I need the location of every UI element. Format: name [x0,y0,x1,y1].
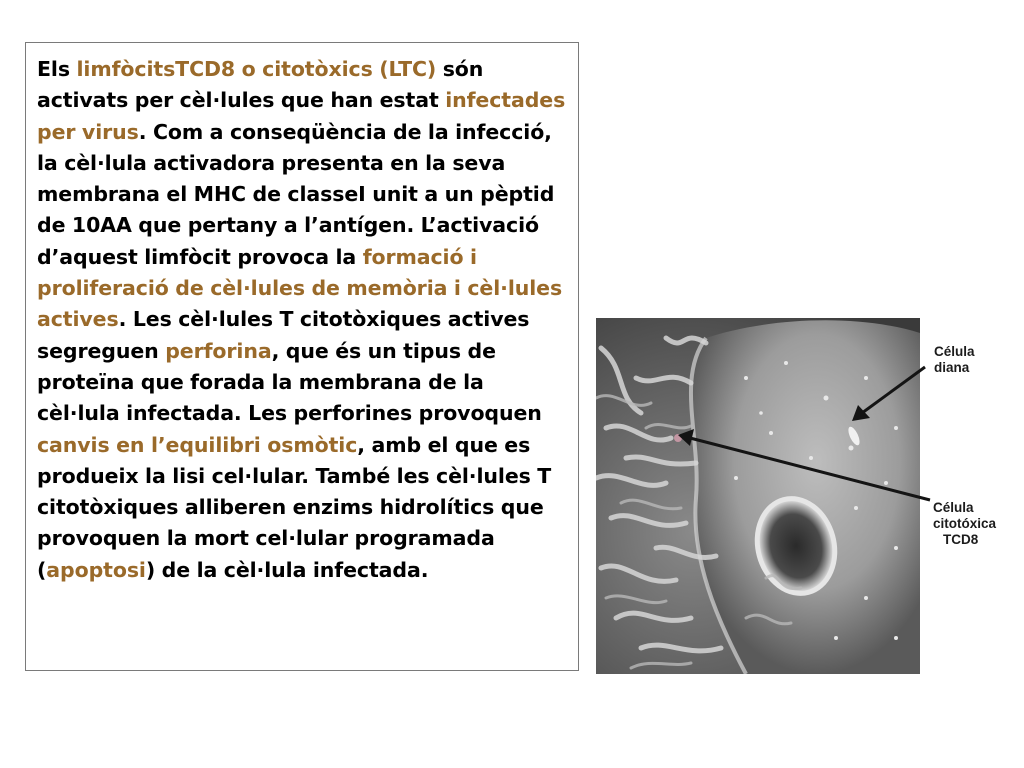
text-segment: ) de la cèl·lula infectada. [145,557,429,582]
main-paragraph [37,54,568,586]
label-target-cell [934,344,975,376]
label-killer-line2: citotóxica [933,516,997,531]
highlight-ltc: limfòcitsTCD8 o citotòxics (LTC) [76,57,437,81]
label-target-line1: Célula [934,344,975,359]
label-killer-line3: TCD8 [943,532,979,547]
text-segment: són activats per cèl·lules que han estat [37,57,484,113]
micrograph-drawing [596,318,920,674]
text-segment: . Com a conseqüència de la infecció, la cèl·lula activadora presenta en la seva membrana el MHC de classeI unit a un pèptid de 10AA que pertany a l’antígen. L’activació d’aquest limfòcit provoca la [37,119,555,269]
label-killer-line1: Célula [933,500,974,515]
label-target-line2: diana [934,360,970,375]
text-segment: , amb el que es produeix la lisi cel·lular. També les cèl·lules T citotòxiques alliberen enzims hidrolítics que provoquen la mort cel·lular programada ( [37,432,552,582]
highlight-osmotic: canvis en l’equilibri osmòtic [37,432,358,457]
highlight-memory-cells: formació i proliferació de cèl·lules de memòria i cèl·lules actives [37,244,563,332]
text-segment: . Les cèl·lules T citotòxiques actives segreguen [37,307,530,363]
highlight-infected: infectades per virus [37,88,566,144]
label-cytotoxic-cell [933,500,996,548]
highlight-apoptosis: apoptosi [46,557,146,582]
text-segment: , que és un tipus de proteïna que forada la membrana de la cèl·lula infectada. Les perforines provoquen [37,338,542,426]
micrograph-image [596,318,920,674]
text-box [25,42,579,671]
highlight-perforin: perforina [165,338,272,363]
text-segment: Els [37,57,77,81]
